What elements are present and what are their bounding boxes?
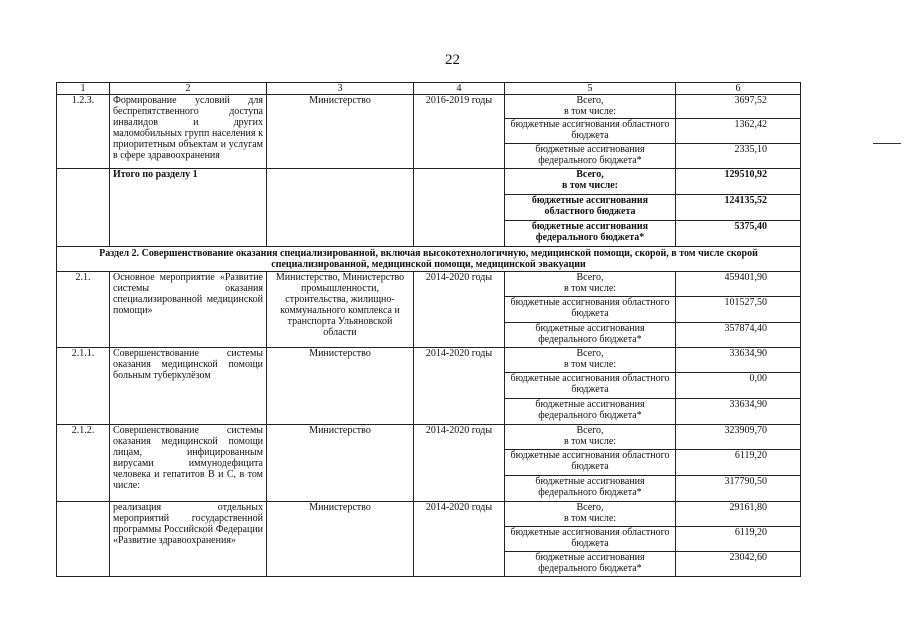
funding-amount-federal: 5375,40 [676,221,801,247]
funding-label-regional: бюджетные ассигнования областного бюджета [505,119,676,144]
column-header: 3 [267,83,414,95]
program-funding-table [56,82,801,577]
table-row [57,502,801,527]
funding-label-federal: бюджетные ассигнования федерального бюджета* [505,476,676,502]
item-code: 2.1. [57,272,110,348]
funding-label-regional: бюджетные ассигнования областного бюджета [505,195,676,221]
funding-amount-regional: 6119,20 [676,527,801,552]
page-number: 22 [445,52,460,68]
item-executor: Министерство [267,348,414,425]
item-name: Формирование условий для беспрепятственного доступа инвалидов и других маломобильных групп населения к приоритетным объектам и услугам в сфере здравоохранения [110,95,267,169]
item-period [414,169,505,247]
table-row [57,425,801,450]
item-period: 2014-2020 годы [414,348,505,425]
item-executor: Министерство [267,425,414,502]
table-row [57,348,801,373]
item-name: реализация отдельных мероприятий государственной программы Российской Федерации «Развитие здравоохранения» [110,502,267,577]
section-total-label: Итого по разделу 1 [110,169,267,247]
funding-amount-total: 3697,52 [676,95,801,119]
funding-label-total: Всего, в том числе: [505,502,676,527]
funding-label-total: Всего, в том числе: [505,425,676,450]
funding-label-regional: бюджетные ассигнования областного бюджета [505,297,676,323]
funding-label-regional: бюджетные ассигнования областного бюджета [505,373,676,399]
item-code [57,169,110,247]
funding-label-total: Всего, в том числе: [505,348,676,373]
item-period: 2014-2020 годы [414,502,505,577]
funding-amount-federal: 23042,60 [676,552,801,577]
funding-amount-federal: 33634,90 [676,399,801,425]
column-number-row [57,83,801,95]
funding-amount-regional: 1362,42 [676,119,801,144]
item-code: 2.1.2. [57,425,110,502]
table-row [57,272,801,297]
funding-amount-regional: 101527,50 [676,297,801,323]
item-executor: Министерство [267,502,414,577]
funding-label-total: Всего, в том числе: [505,169,676,195]
item-period: 2014-2020 годы [414,425,505,502]
funding-label-federal: бюджетные ассигнования федерального бюджета* [505,552,676,577]
funding-amount-total: 33634,90 [676,348,801,373]
item-name: Совершенствование системы оказания медицинской помощи больным туберкулёзом [110,348,267,425]
column-header: 4 [414,83,505,95]
item-name: Основное мероприятие «Развитие системы оказания специализированной медицинской помощи» [110,272,267,348]
table-row [57,95,801,119]
item-period: 2014-2020 годы [414,272,505,348]
item-code [57,502,110,577]
item-code: 1.2.3. [57,95,110,169]
item-code: 2.1.1. [57,348,110,425]
table-row [57,169,801,195]
funding-amount-regional: 124135,52 [676,195,801,221]
funding-label-regional: бюджетные ассигнования областного бюджета [505,527,676,552]
funding-label-federal: бюджетные ассигнования федерального бюджета* [505,323,676,348]
column-header: 2 [110,83,267,95]
section-title: Раздел 2. Совершенствование оказания специализированной, включая высокотехнологичную, медицинской помощи, скорой, в том числе скорой специализированной, медицинской помощи, медицинской эвакуации [57,247,801,272]
item-executor: Министерство, Министерство промышленности, строительства, жилищно-коммунального комплекса и транспорта Ульяновской области [267,272,414,348]
funding-label-total: Всего, в том числе: [505,272,676,297]
column-header: 1 [57,83,110,95]
funding-amount-federal: 357874,40 [676,323,801,348]
column-header: 6 [676,83,801,95]
funding-label-federal: бюджетные ассигнования федерального бюджета* [505,399,676,425]
item-name: Совершенствование системы оказания медицинской помощи лицам, инфицированным вирусами иммунодефицита человека и гепатитов В и С, в том числе: [110,425,267,502]
funding-amount-regional: 0,00 [676,373,801,399]
funding-label-total: Всего, в том числе: [505,95,676,119]
funding-amount-federal: 2335,10 [676,144,801,169]
funding-amount-total: 459401,90 [676,272,801,297]
funding-amount-regional: 6119,20 [676,450,801,476]
item-period: 2016-2019 годы [414,95,505,169]
column-header: 5 [505,83,676,95]
funding-label-regional: бюджетные ассигнования областного бюджета [505,450,676,476]
funding-label-federal: бюджетные ассигнования федерального бюджета* [505,144,676,169]
funding-amount-total: 323909,70 [676,425,801,450]
funding-amount-total: 129510,92 [676,169,801,195]
section-title-row [57,247,801,272]
funding-label-federal: бюджетные ассигнования федерального бюджета* [505,221,676,247]
funding-amount-total: 29161,80 [676,502,801,527]
item-executor: Министерство [267,95,414,169]
margin-mark [873,143,901,144]
funding-amount-federal: 317790,50 [676,476,801,502]
item-executor [267,169,414,247]
